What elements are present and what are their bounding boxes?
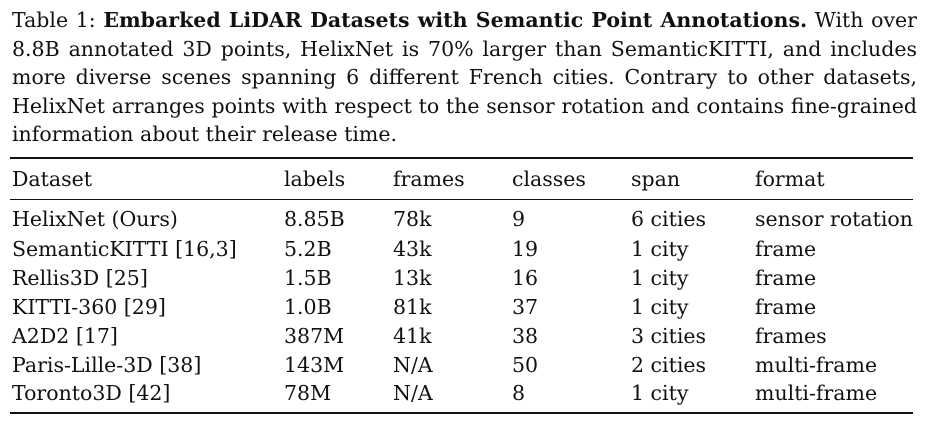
header-labels: labels [284,167,346,191]
cell-frames: 81k [393,294,432,319]
cell-span: 1 city [631,381,689,406]
cell-dataset: HelixNet (Ours) [12,207,178,231]
cell-span: 6 cities [631,207,707,231]
cell-format: frame [755,294,817,319]
cell-dataset: A2D2 [17] [12,323,118,348]
cell-format: sensor rotation [755,207,913,231]
cell-frames: N/A [393,352,433,377]
cell-span: 1 city [631,237,689,262]
table-header-row [12,163,915,195]
datasets-table [12,163,915,408]
table-row [12,350,915,379]
header-format: format [755,167,825,191]
cell-format: frame [755,266,817,291]
cell-span: 2 cities [631,352,707,377]
table-caption [12,6,917,149]
cell-labels: 5.2B [284,237,332,262]
cell-classes: 19 [512,237,539,262]
cell-format: frames [755,323,827,348]
cell-format: multi-frame [755,352,878,377]
cell-classes: 37 [512,294,539,319]
cell-labels: 387M [284,323,345,348]
cell-dataset: Rellis3D [25] [12,266,148,291]
cell-labels: 1.5B [284,266,332,291]
table-row [12,235,915,264]
cell-span: 1 city [631,294,689,319]
cell-dataset: Paris-Lille-3D [38] [12,352,202,377]
table-row [12,379,915,408]
table-row [12,293,915,322]
table-row [12,321,915,350]
header-frames: frames [393,167,465,191]
table-row [12,264,915,293]
cell-labels: 143M [284,352,345,377]
caption-body: With over 8.8B annotated 3D points, HelixNet is 70% larger than SemanticKITTI, and includes more diverse scenes spanning 6 different French cities. Contrary to other datasets, HelixNet arranges points with respect to the sensor rotation and contains fine-grained information about their release time. [12,8,917,146]
caption-label: Table 1: [12,8,96,32]
caption-title: Embarked LiDAR Datasets with Semantic Point Annotations. [103,8,808,32]
cell-frames: 78k [393,207,432,231]
cell-classes: 50 [512,352,539,377]
cell-frames: 41k [393,323,432,348]
cell-frames: 13k [393,266,432,291]
cell-classes: 38 [512,323,539,348]
cell-labels: 8.85B [284,207,345,231]
header-dataset: Dataset [12,167,93,191]
cell-dataset: KITTI-360 [29] [12,294,166,319]
cell-format: frame [755,237,817,262]
cell-frames: 43k [393,237,432,262]
cell-span: 1 city [631,266,689,291]
cell-format: multi-frame [755,381,878,406]
cell-classes: 9 [512,207,526,231]
table-row [12,195,915,235]
table-top-rule [10,157,913,159]
cell-labels: 78M [284,381,332,406]
header-span: span [631,167,681,191]
cell-dataset: SemanticKITTI [16,3] [12,237,237,262]
cell-labels: 1.0B [284,294,332,319]
header-classes: classes [512,167,586,191]
cell-classes: 8 [512,381,526,406]
cell-dataset: Toronto3D [42] [12,381,171,406]
cell-span: 3 cities [631,323,707,348]
table-bottom-rule [10,412,913,414]
cell-frames: N/A [393,381,433,406]
cell-classes: 16 [512,266,539,291]
